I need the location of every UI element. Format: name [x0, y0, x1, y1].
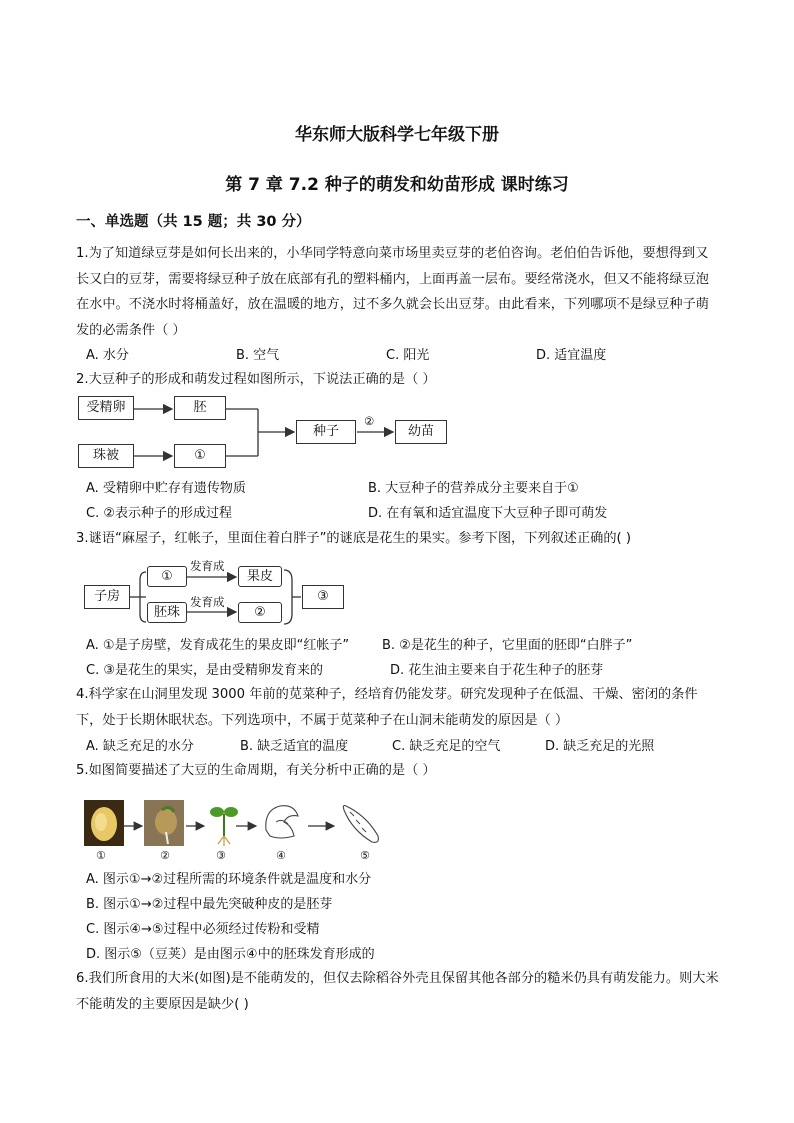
diagram-node-1: ① [174, 444, 226, 468]
question-3-text: 3.谜语“麻屋子，红帐子，里面住着白胖子”的谜底是花生的果实。参考下图，下列叙述正确的( ) [76, 531, 632, 546]
diagram-node-2: ② [238, 602, 282, 623]
diagram-node-fertilized-egg: 受精卵 [78, 396, 134, 420]
question-6-text: 6.我们所食用的大米(如图)是不能萌发的，但仅去除稻谷外壳且保留其他各部分的糙米仍具有萌发能力。则大米不能萌发的主要原因是缺少( ) [76, 971, 719, 1012]
diagram-arrow-label-develop-1: 发育成 [190, 559, 225, 573]
q1-option-b: B. 空气 [236, 348, 280, 363]
seedling-image [204, 800, 244, 846]
q3-option-c: C. ③是花生的果实，是由受精卵发育来的 [86, 663, 323, 678]
q2-option-c: C. ②表示种子的形成过程 [86, 506, 232, 521]
soybean-seed-icon [84, 800, 124, 846]
figure-label-4: ④ [276, 849, 286, 862]
q5-option-d: D. 图示⑤（豆荚）是由图示④中的胚珠发育形成的 [86, 947, 375, 962]
q3-option-d: D. 花生油主要来自于花生种子的胚芽 [390, 663, 604, 678]
diagram-node-seed: 种子 [296, 420, 356, 444]
q1-option-d: D. 适宜温度 [536, 348, 607, 363]
diagram-node-pericarp: 果皮 [238, 566, 282, 587]
q4-option-a: A. 缺乏充足的水分 [86, 739, 194, 754]
q1-option-c: C. 阳光 [386, 348, 430, 363]
q4-option-c: C. 缺乏充足的空气 [392, 739, 501, 754]
q5-option-b: B. 图示①→②过程中最先突破种皮的是胚芽 [86, 897, 333, 912]
germinating-seed-image [144, 800, 184, 846]
question-4-text: 4.科学家在山洞里发现 3000 年前的苋菜种子，经培育仍能发芽。研究发现种子在低温、干燥、密闭的条件下，处于长期休眠状态。下列选项中，不属于苋菜种子在山洞未能萌发的原因是（ ） [76, 687, 698, 728]
page-title: 华东师大版科学七年级下册 [295, 125, 499, 145]
question-5-text: 5.如图简要描述了大豆的生命周期，有关分析中正确的是（ ） [76, 763, 436, 778]
flower-icon [258, 800, 308, 846]
diagram-node-3: ③ [302, 585, 344, 609]
diagram-arrow-label-2: ② [364, 414, 375, 428]
diagram-node-integument: 珠被 [78, 444, 134, 468]
q4-option-b: B. 缺乏适宜的温度 [240, 739, 349, 754]
q3-option-b: B. ②是花生的种子，它里面的胚即“白胖子” [382, 638, 633, 653]
diagram-node-ovule: 胚珠 [147, 602, 187, 623]
q2-option-d: D. 在有氧和适宜温度下大豆种子即可萌发 [368, 506, 608, 521]
page-subtitle: 第 7 章 7.2 种子的萌发和幼苗形成 课时练习 [225, 175, 569, 195]
q1-option-a: A. 水分 [86, 348, 129, 363]
soybean-pod-drawing [338, 800, 386, 846]
figure-label-1: ① [96, 849, 106, 862]
q2-option-a: A. 受精卵中贮存有遗传物质 [86, 481, 246, 496]
figure-label-5: ⑤ [360, 849, 370, 862]
q5-option-a: A. 图示①→②过程所需的环境条件就是温度和水分 [86, 872, 372, 887]
pod-icon [338, 800, 386, 846]
question-1-text: 1.为了知道绿豆芽是如何长出来的，小华同学特意向菜市场里卖豆芽的老伯咨询。老伯伯告诉他，要想得到又长又白的豆芽，需要将绿豆种子放在底部有孔的塑料桶内，上面再盖一层布。要经常浇水，但又不能将绿豆泡在水中。不浇水时将桶盖好，放在温暖的地方，过不多久就会长出豆芽。由此看来，下列哪项不是绿豆种子萌发的必需条件（ ） [76, 246, 709, 338]
diagram-node-1: ① [147, 566, 187, 587]
q3-option-a: A. ①是子房壁，发育成花生的果皮即“红帐子” [86, 638, 350, 653]
section-heading: 一、单选题（共 15 题；共 30 分） [76, 214, 311, 230]
diagram-node-seedling: 幼苗 [395, 420, 447, 444]
question-2-text: 2.大豆种子的形成和萌发过程如图所示，下说法正确的是（ ） [76, 372, 436, 387]
germinating-seed-icon [144, 800, 184, 846]
flower-drawing [258, 800, 308, 846]
figure-label-2: ② [160, 849, 170, 862]
q2-option-b: B. 大豆种子的营养成分主要来自于① [368, 481, 579, 496]
q5-option-c: C. 图示④→⑤过程中必须经过传粉和受精 [86, 922, 320, 937]
figure-label-3: ③ [216, 849, 226, 862]
diagram-arrow-label-develop-2: 发育成 [190, 595, 225, 609]
soybean-seed-image [84, 800, 124, 846]
seedling-icon [204, 800, 244, 846]
q4-option-d: D. 缺乏充足的光照 [545, 739, 655, 754]
diagram-node-ovary: 子房 [84, 585, 130, 609]
diagram-node-embryo: 胚 [174, 396, 226, 420]
